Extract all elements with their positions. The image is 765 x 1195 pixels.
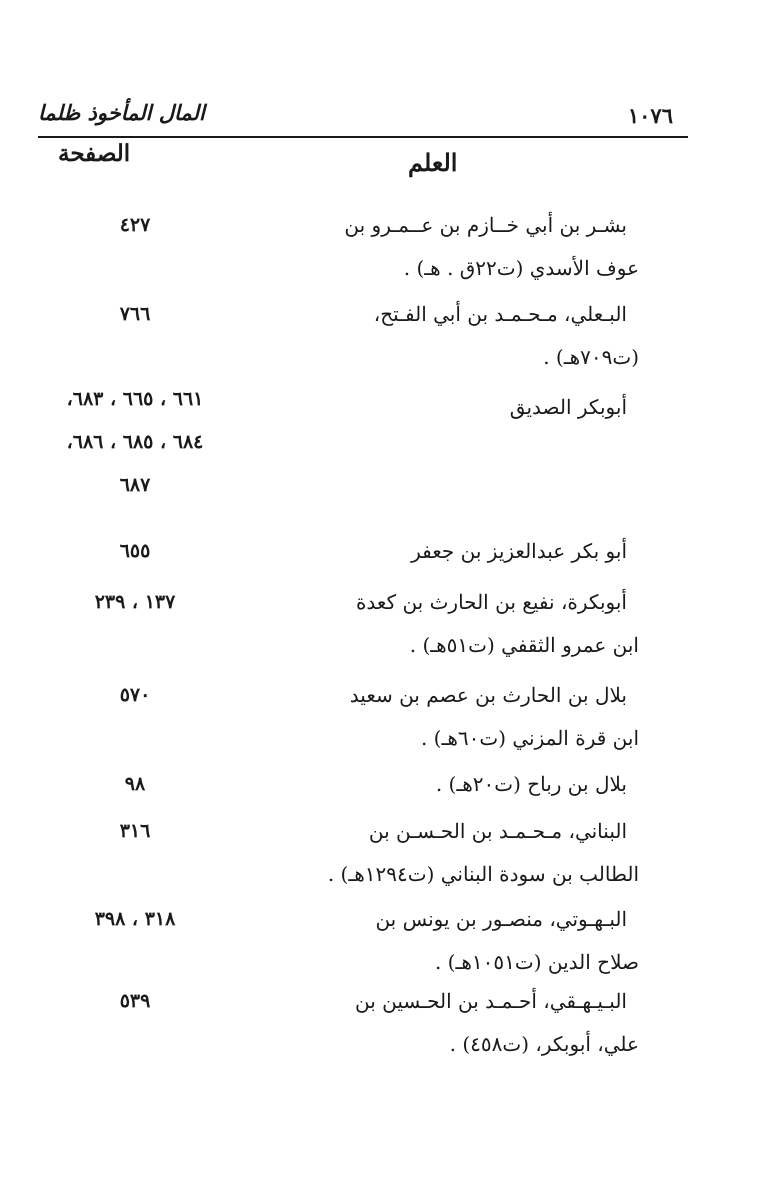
entry-name-line1: بلال بن الحارث بن عصم بن سعيد — [349, 683, 627, 707]
entry-pages — [55, 763, 215, 806]
entry-pages — [55, 810, 215, 853]
entry-name-line2: صلاح الدين (ت١٠٥١هـ) . — [434, 950, 639, 974]
entry-page-ref: ٦٥٥ — [119, 540, 151, 562]
entry-name-line1: البـيـهـقي، أحـمـد بن الحـسين بن — [355, 989, 627, 1013]
entry-name — [327, 386, 627, 429]
entry-name-line2: ابن قرة المزني (ت٦٠هـ) . — [420, 726, 639, 750]
entry-page-ref: ٥٧٠ — [119, 684, 151, 706]
entry-page-ref: ٣١٦ — [119, 820, 151, 842]
entry-page-ref: ٥٣٩ — [119, 990, 151, 1012]
entry-pages — [55, 898, 215, 941]
entry-name-line1: البناني، مـحـمـد بن الحـسـن بن — [368, 819, 627, 843]
entry-name-line2: ابن عمرو الثقفي (ت٥١هـ) . — [409, 633, 639, 657]
entry-pages — [55, 204, 215, 247]
entry-page-ref: ٧٦٦ — [119, 303, 151, 325]
entry-name-line1: أبوبكرة، نفيع بن الحارث بن كعدة — [355, 590, 627, 614]
entry-name-line2: الطالب بن سودة البناني (ت١٢٩٤هـ) . — [327, 862, 639, 886]
entry-name — [327, 581, 639, 667]
entry-name-line2: علي، أبوبكر، (ت٤٥٨) . — [449, 1032, 639, 1056]
entry-name-line1: بشـر بن أبي خــازم بن عــمـرو بن — [344, 213, 627, 237]
entry-page-ref: ١٣٧ ، ٢٣٩ — [94, 591, 176, 613]
entry-pages — [55, 980, 215, 1023]
entry-name — [327, 763, 627, 806]
column-heading-page: الصفحة — [58, 140, 131, 167]
entry-pages — [55, 581, 215, 624]
entry-name — [327, 810, 639, 896]
entry-pages — [55, 293, 215, 336]
entry-page-ref: ٤٢٧ — [119, 214, 151, 236]
entry-name — [327, 980, 639, 1066]
entry-page-ref: ٦٨٤ ، ٦٨٥ ، ٦٨٦، — [66, 431, 204, 453]
entry-pages — [55, 674, 215, 717]
entry-name — [327, 204, 639, 290]
entry-pages — [55, 378, 215, 507]
entry-name — [327, 293, 639, 379]
column-heading-name: العلم — [408, 148, 458, 177]
entry-name — [327, 530, 627, 573]
entry-page-ref: ٦٨٧ — [119, 474, 151, 496]
entry-name-line1: البـهـوتي، منصـور بن يونس بن — [375, 907, 627, 931]
entry-name-line2: (ت٧٠٩هـ) . — [543, 345, 639, 369]
running-header-title: المال المأخوذ ظلما — [38, 100, 205, 125]
entry-name — [327, 674, 639, 760]
header-rule — [38, 136, 688, 138]
entry-name-line1: أبوبكر الصديق — [509, 395, 627, 419]
entry-page-ref: ٦٦١ ، ٦٦٥ ، ٦٨٣، — [66, 388, 204, 410]
entry-name — [327, 898, 639, 984]
entry-name-line1: أبو بكر عبدالعزيز بن جعفر — [411, 539, 627, 563]
entry-name-line2: عوف الأسدي (ت٢٢ق . هـ) . — [403, 256, 639, 280]
entry-name-line1: البـعلي، مـحـمـد بن أبي الفـتح، — [373, 302, 627, 326]
entry-page-ref: ٣١٨ ، ٣٩٨ — [94, 908, 176, 930]
entry-pages — [55, 530, 215, 573]
entry-page-ref: ٩٨ — [124, 773, 146, 795]
entry-name-line1: بلال بن رباح (ت٢٠هـ) . — [435, 772, 627, 796]
page-number: ١٠٧٦ — [627, 103, 673, 128]
